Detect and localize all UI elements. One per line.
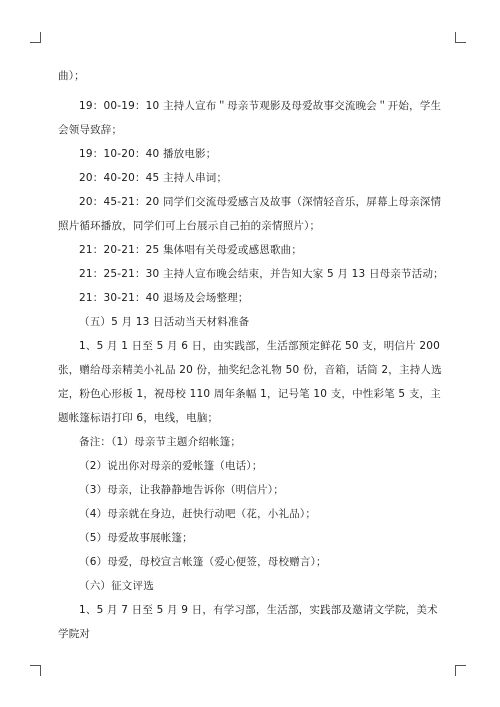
paragraph: 20：45-21：20 同学们交流母爱感言及故事（深情轻音乐，屏幕上母亲深情照片循环播放，同学们可上台展示自己拍的亲情照片）； — [58, 196, 442, 232]
crop-mark-bottom-left — [30, 665, 41, 676]
paragraph: （6）母爱，母校宣言帐篷（爱心便签，母校赠言）； — [79, 556, 327, 568]
paragraph: （4）母亲就在身边，赶快行动吧（花，小礼品）； — [79, 508, 317, 520]
paragraph: （3）母亲，让我静静地告诉你（明信片）； — [79, 484, 284, 496]
paragraph: 21：25-21：30 主持人宣布晚会结束，并告知大家 5 月 13 日母亲节活动； — [79, 268, 444, 280]
section-heading: （六）征文评选 — [79, 580, 154, 592]
paragraph: 1、5 月 7 日至 5 月 9 日，有学习部，生活部，实践部及邀请文学院，美术学院对 — [58, 604, 438, 640]
section-heading: （五）5 月 13 日活动当天材料准备 — [79, 316, 250, 328]
paragraph: （5）母爱故事展帐篷； — [79, 532, 193, 544]
paragraph: 1、5 月 1 日至 5 月 6 日，由实践部，生活部预定鲜花 50 支，明信片 200 张，赠给母亲精美小礼品 20 份，抽奖纪念礼物 50 份，音箱，话筒 2，主持人选定，粉色心形板 1，祝母校 110 周年条幅 1，记号笔 10 支，中性彩笔 5 支，主题帐篷标语打印 6，电线，电脑； — [58, 340, 442, 424]
crop-mark-top-left — [30, 32, 41, 43]
crop-mark-top-right — [455, 32, 466, 43]
paragraph: 21：20-21：25 集体唱有关母爱或感恩歌曲； — [79, 244, 303, 256]
paragraph: 曲）； — [58, 70, 85, 82]
paragraph: 19：10-20：40 播放电影； — [79, 148, 217, 160]
paragraph: 备注：（1）母亲节主题介绍帐篷； — [79, 436, 242, 448]
paragraph: 19：00-19：10 主持人宣布＂母亲节观影及母爱故事交流晚会＂开始，学生会领导致辞； — [58, 100, 442, 136]
document-body — [58, 64, 446, 646]
paragraph: （2）说出你对母亲的爱帐篷（电话）； — [79, 460, 263, 472]
paragraph: 20：40-20：45 主持人串词； — [79, 172, 228, 184]
paragraph: 21：30-21：40 退场及会场整理； — [79, 292, 249, 304]
crop-mark-bottom-right — [455, 665, 466, 676]
